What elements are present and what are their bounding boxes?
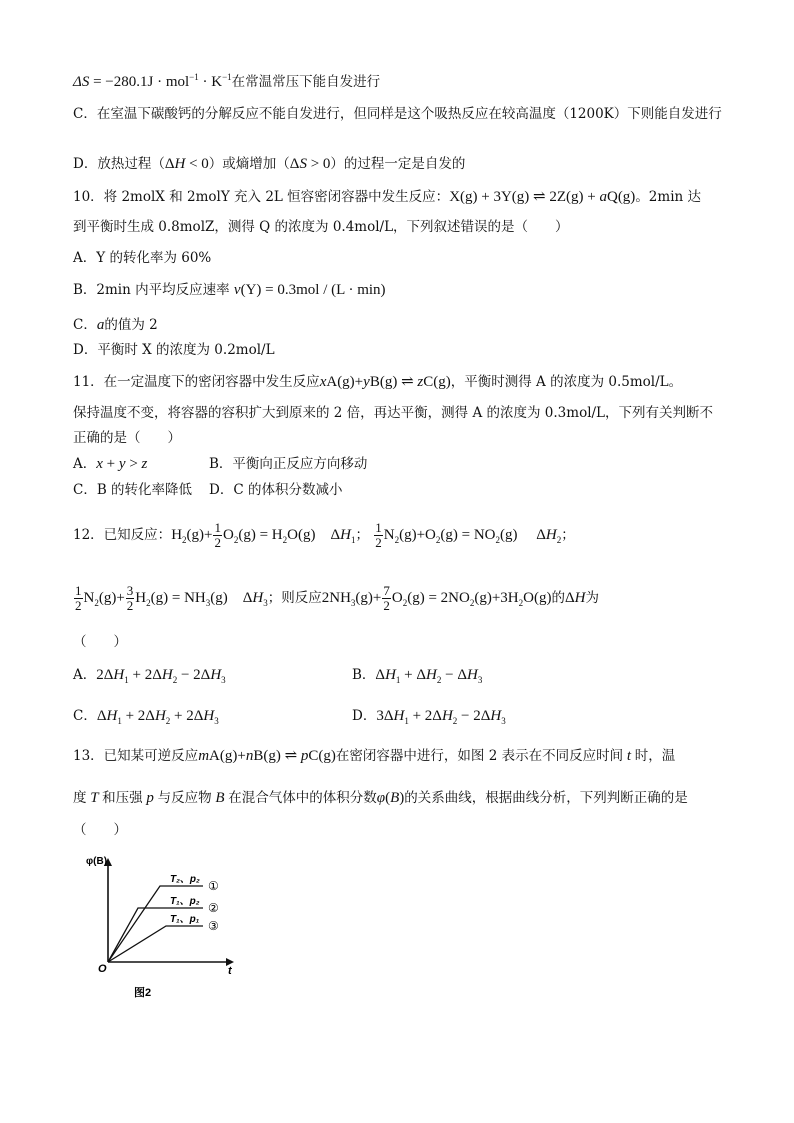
q12-stem-line1 (73, 521, 575, 550)
q13-stem-d: 度 (73, 790, 87, 806)
q9-option-d (73, 154, 465, 174)
q12-stem-c: ；则反应 (267, 589, 322, 606)
q10-equation: X(g) + 3Y(g) ⇌ 2Z(g) + aQ(g) (449, 189, 636, 205)
q13-stem-c: 时，温 (634, 748, 676, 764)
q10-a-var: a (96, 317, 105, 333)
figure-2 (78, 850, 258, 1010)
ds-gt0: ΔS > 0 (289, 156, 331, 172)
q12-sep1: ； (355, 526, 369, 543)
q12-reaction2: $\frac{1}{2}$ $N_2(g)+O_2(g) = NO_2(g)$ $\Delta H_2$ (375, 520, 562, 550)
q12-paren: （ ） (73, 634, 127, 650)
q11-stem-d: 正确的是（ ） (73, 430, 181, 446)
q11-a-expr: x + y > z (96, 456, 148, 472)
q10-stem-c: 到平衡时生成 0.8molZ，测得 Q 的浓度为 0.4mol/L，下列叙述错误的是（ ） (73, 219, 569, 235)
q9d-c: ）的过程一定是自发的 (330, 156, 466, 172)
curve-3 (108, 926, 203, 962)
q12-b-label: B． (352, 667, 376, 683)
q12-stem-line2 (73, 584, 599, 613)
q13-stem-line2 (73, 788, 688, 808)
q10-c-b: 的值为 2 (104, 317, 158, 333)
curve-2-num: ② (208, 901, 219, 915)
q9-entropy-line (73, 72, 380, 92)
q11-stem (73, 372, 682, 392)
q11-option-b: B．平衡向正反应方向移动 (209, 456, 368, 472)
q12-a-expr: $2\Delta H_1 + 2\Delta H_2 - 2\Delta H_3$ (96, 667, 226, 685)
q12-a-label: A． (73, 667, 97, 683)
q12-c-expr: $\Delta H_1 + 2\Delta H_2 + 2\Delta H_3$ (96, 708, 219, 726)
q13-stem-f: 与反应物 (157, 790, 212, 806)
q12-d-expr: $3\Delta H_1 + 2\Delta H_2 - 2\Delta H_3$ (376, 708, 506, 726)
curve-1-label: T₂、p₂ (170, 874, 200, 885)
q10-option-a: A．Y 的转化率为 60% (73, 250, 212, 266)
q12-option-b (352, 665, 482, 685)
q12-stem-e: 为 (585, 589, 599, 606)
q12-c-label: C． (73, 708, 97, 724)
q10-stem-b: 。2min 达 (635, 189, 702, 205)
q12-d-label: D． (352, 708, 377, 724)
q13-equation: mA(g)+nB(g) ⇌ pC(g) (198, 748, 336, 764)
q12-target: $2NH_3(g)+$ $\frac{7}{2}$ $O_2(g) = 2NO_2(g)+3H_2O(g)$ (321, 583, 552, 613)
q13-stem-h: 的关系曲线，根据曲线分析，下列判断正确的是 (404, 790, 688, 806)
q9d-b: ）或熵增加（ (208, 156, 290, 172)
q11-stem-b: ，平衡时测得 A 的浓度为 0.5mol/L。 (450, 374, 683, 390)
q12-stem-d: 的 (551, 589, 565, 606)
origin-label: O (98, 963, 107, 975)
q13-stem-line1 (73, 746, 675, 766)
q11-stem-c: 保持温度不变，将容器的容积扩大到原来的 2 倍，再达平衡，测得 A 的浓度为 0.3mol/L，下列有关判断不 (73, 405, 714, 421)
q11-option-d: D．C 的体积分数减小 (209, 482, 343, 498)
q13-T-var: T (86, 790, 103, 806)
q11-equation: xA(g)+yB(g) ⇌ zC(g) (319, 374, 451, 390)
y-axis-label: φ(B) (86, 856, 108, 867)
q12-b-expr: $\Delta H_1 + \Delta H_2 - \Delta H_3$ (375, 667, 483, 685)
q13-B-var: B (211, 790, 229, 806)
q10-c-a: C． (73, 317, 97, 333)
q13-paren: （ ） (73, 822, 127, 838)
dh-lt0: ΔH < 0 (164, 156, 209, 172)
q10-option-c (73, 315, 158, 335)
curve-3-num: ③ (208, 919, 219, 933)
curve-1-num: ① (208, 879, 219, 893)
q11-stem-a: 11．在一定温度下的密闭容器中发生反应 (73, 374, 320, 390)
q12-option-c (73, 706, 219, 726)
q11-option-c: C．B 的转化率降低 (73, 482, 193, 498)
q11-options-row1 (73, 454, 147, 474)
q11-a-label: A． (73, 456, 97, 472)
q9d-a: D．放热过程（ (73, 156, 165, 172)
q9-text: 在常温常压下能自发进行 (231, 74, 381, 90)
q12-option-a (73, 665, 226, 685)
q13-stem-a: 13．已知某可逆反应 (73, 748, 199, 764)
entropy-value: $\Delta S = -280.1J \cdot mol^{-1} \cdot K^{-1}$ (73, 72, 232, 90)
q10-b-a: B．2min 内平均反应速率 (73, 282, 230, 298)
curve-3-label: T₁、p₁ (170, 914, 200, 925)
q12-reaction3: $\frac{1}{2}$ $N_2(g)+$ $\frac{3}{2}$ $H_2(g) = NH_3(g)$ $\Delta H_3$ (75, 583, 268, 613)
figure-caption: 图2 (134, 987, 152, 999)
curve-2-label: T₁、p₂ (170, 896, 200, 907)
q9-option-c: C．在室温下碳酸钙的分解反应不能自发进行，但同样是这个吸热反应在较高温度（1200K）下则能自发进行 (73, 106, 722, 122)
q13-stem-b: 在密闭容器中进行，如图 2 表示在不同反应时间 (335, 748, 624, 764)
q13-stem-g: 在混合气体中的体积分数 (228, 790, 377, 806)
q10-stem (73, 187, 701, 207)
q10-stem-a: 10．将 2molX 和 2molY 充入 2L 恒容密闭容器中发生反应： (73, 189, 450, 205)
q12-reaction1: $H_2(g)+$ $\frac{1}{2}$ $O_2(g) = H_2O(g)$ $\Delta H_1$ (171, 520, 356, 550)
x-axis-label: t (228, 965, 232, 977)
q12-option-d (352, 706, 506, 726)
q12-sep2: ； (561, 526, 575, 543)
q13-phiB: φ(B) (376, 790, 405, 806)
q10-rate: v(Y) = 0.3mol / (L · min) (233, 282, 386, 298)
q12-dh: ΔH (564, 589, 586, 606)
q10-option-d: D．平衡时 X 的浓度为 0.2mol/L (73, 342, 275, 358)
q13-p-var: p (142, 790, 158, 806)
q12-stem-a: 12．已知反应： (73, 526, 172, 543)
q13-stem-e: 和压强 (102, 790, 143, 806)
q10-option-b (73, 280, 386, 300)
q13-t-var: t (623, 748, 635, 764)
